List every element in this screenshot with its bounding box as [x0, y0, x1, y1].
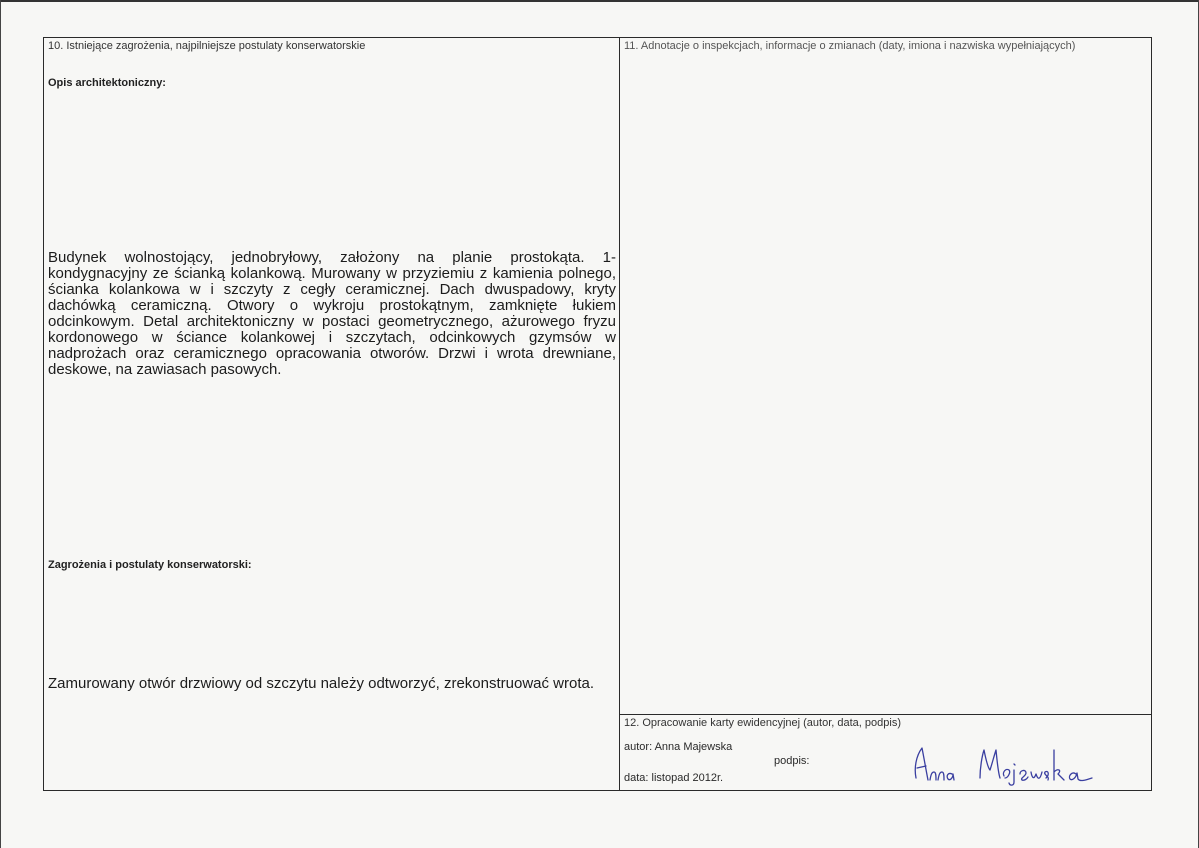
opis-label: Opis architektoniczny: — [48, 77, 166, 89]
scan-left-edge — [0, 0, 1, 848]
section10-header: 10. Istniejące zagrożenia, najpilniejsze postulaty konserwatorskie — [48, 40, 366, 52]
column-divider — [619, 38, 620, 790]
autor-field: autor: Anna Majewska — [624, 741, 733, 753]
data-field: data: listopad 2012r. — [624, 772, 724, 784]
handwritten-signature — [910, 738, 1106, 786]
section12-header: 12. Opracowanie karty ewidencyjnej (autor, data, podpis) — [624, 717, 901, 729]
section12-divider — [619, 714, 1152, 715]
zagrozenia-label: Zagrożenia i postulaty konserwatorski: — [48, 559, 252, 571]
opis-text: Budynek wolnostojący, jednobryłowy, założony na planie prostokąta. 1-kondygnacyjny ze ścianką kolankową. Murowany w przyziemiu z kamienia polnego, ścianka kolankowa w i szczyty z cegły ceramicznej. Dach dwuspadowy, kryty dachówką ceramiczną. Otwory o wykroju prostokątnym, zamknięte łukiem odcinkowym. Detal architektoniczny w postaci geometrycznego, ażurowego fryzu kordonowego w ściance kolankowej i szczytach, odcinkowych gzymsów w nadprożach oraz ceramicznego opracowania otworów. Drzwi i wrota drewniane, deskowe, na zawiasach pasowych. — [48, 249, 616, 378]
zagrozenia-text: Zamurowany otwór drzwiowy od szczytu należy odtworzyć, zrekonstruować wrota. — [48, 675, 595, 692]
podpis-label: podpis: — [774, 755, 810, 767]
form-frame — [43, 37, 1152, 791]
scan-top-edge — [0, 0, 1199, 2]
section11-header: 11. Adnotacje o inspekcjach, informacje o zmianach (daty, imiona i nazwiska wypełniających) — [624, 40, 1076, 52]
